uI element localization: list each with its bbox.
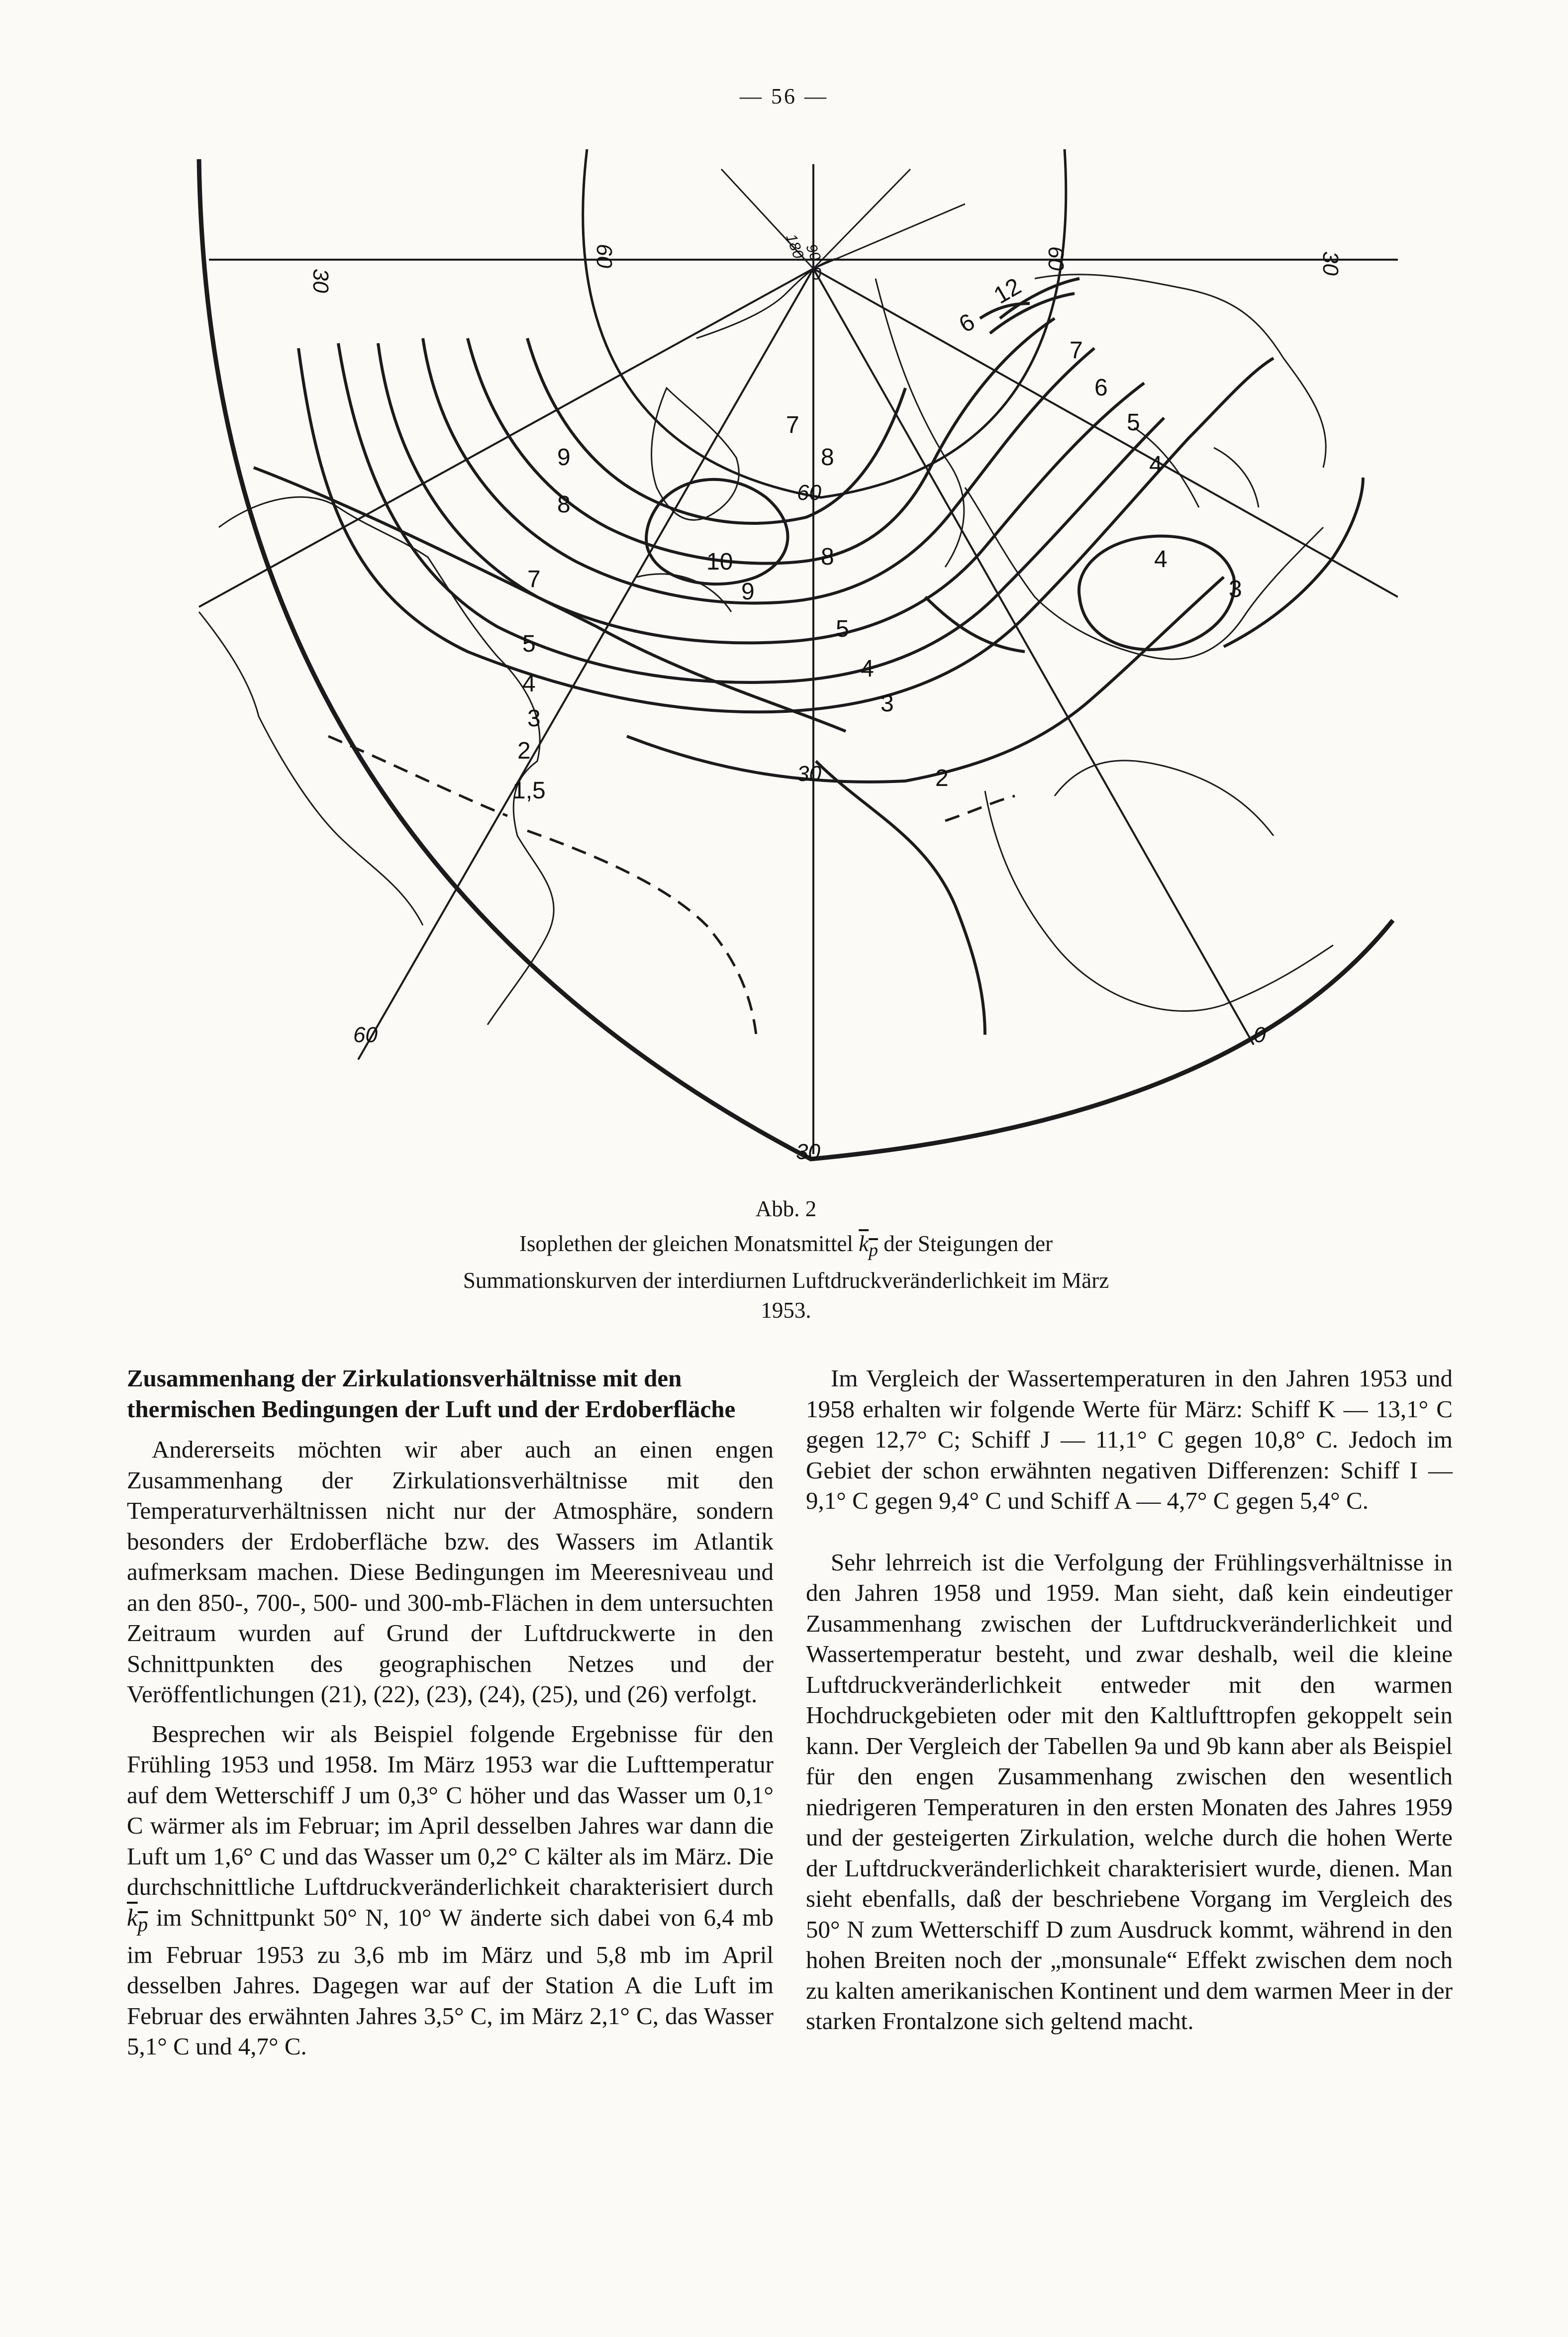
kp-inline-base: k — [127, 1903, 138, 1931]
isopleth-label: 2 — [935, 765, 949, 791]
isopleth-label: 7 — [786, 412, 799, 438]
grid-label-inner-0: 0 — [812, 265, 821, 284]
meridian-e — [813, 269, 1398, 597]
grid-label-bottom-30: 30 — [796, 1140, 820, 1164]
section-heading: Zusammenhang der Zirkulationsverhältnisse mit den thermischen Bedingungen der Luft und der Erdoberfläche — [127, 1364, 736, 1423]
grid-label-inner-60: 60 — [592, 244, 616, 268]
isopleth-label: 1,5 — [512, 778, 546, 804]
isopleth-label: 4 — [522, 671, 536, 697]
isopleth-label: 5 — [1127, 409, 1140, 436]
isopleth-label: 7 — [1070, 337, 1083, 364]
figure-caption — [438, 1194, 1134, 1325]
isopleth-label: 3 — [527, 705, 541, 732]
latitude-circle-30 — [199, 159, 1393, 1159]
kp-symbol — [859, 1231, 878, 1261]
grid-label-inner-east-60: 60 — [1044, 246, 1068, 271]
meridian-sw — [358, 269, 813, 1060]
isopleth-label: 5 — [522, 631, 536, 657]
kp-symbol-inline — [127, 1903, 148, 1936]
meridian-ne — [813, 169, 910, 269]
isopleth-label: 10 — [706, 549, 733, 575]
kp-inline-sub: p — [137, 1913, 148, 1936]
isopleth-label: 4 — [861, 656, 874, 682]
isopleth-label: 3 — [1229, 576, 1242, 602]
page-number: — 56 — — [740, 84, 828, 108]
isopleth-label: 2 — [517, 738, 531, 764]
grid-label-west-30: 30 — [308, 269, 333, 293]
grid-label-center-30: 30 — [797, 762, 821, 786]
left-paragraph-2 — [127, 1719, 774, 2062]
left-paragraph-2-b: im Schnittpunkt 50° N, 10° W änderte sich dabei von 6,4 mb im Februar 1953 zu 3,6 mb im März und 5,8 mb im April desselben Jahres. Dagegen war auf der Station A die Luft im Februar des erwähnten Jahres 3,5° C, im März 2,1° C, das Wasser 5,1° C und 4,7° C. — [127, 1903, 774, 2060]
grid-label-se-0: 0 — [1254, 1023, 1266, 1047]
isopleth-label: 8 — [821, 444, 834, 471]
left-paragraph-1: Andererseits möchten wir aber auch an einen engen Zusammenhang der Zirkulationsverhältnisse mit den Temperaturverhältnissen nicht nur der Atmosphäre, sondern besonders der Erdoberfläche bzw. des Wassers im Atlantik aufmerksam machen. Diese Bedingungen im Meeresniveau und an den 850-, 700-, 500- und 300-mb-Flächen in dem untersuchten Zeitraum wurden auf Grund der Luftdruckwerte in den Schnittpunkten des geographischen Netzes und der Veröffentlichungen (21), (22), (23), (24), (25), und (26) verfolgt. — [127, 1436, 774, 1708]
kp-symbol-sub: p — [869, 1240, 878, 1261]
grid-label-inner-180: 180 — [783, 232, 807, 261]
isopleth-label: 8 — [821, 544, 834, 570]
isopleth-map — [189, 149, 1398, 1184]
right-column — [806, 1363, 1453, 2037]
isopleth-label: 4 — [1149, 452, 1163, 478]
left-column — [127, 1363, 774, 2062]
left-paragraph-2-a: Besprechen wir als Beispiel folgende Ergebnisse für den Frühling 1953 und 1958. Im März 1953 war die Lufttemperatur auf dem Wetterschiff J um 0,3° C höher und das Wasser um 0,1° C wärmer als im Februar; im April desselben Jahres war dann die Luft um 1,6° C und das Wasser um 0,2° C kälter als im März. Die durchschnittliche Luftdruckveränderlichkeit charakterisiert durch — [127, 1720, 774, 1900]
isopleth-label: 4 — [1154, 546, 1168, 573]
isopleth-label: 8 — [557, 491, 571, 518]
right-paragraph-2: Sehr lehrreich ist die Verfolgung der Frühlingsverhältnisse in den Jahren 1958 und 1959. Man sieht, daß kein eindeutiger Zusammenhang zwischen der Luftdruckveränderlichkeit und Wassertemperatur besteht, und zwar deshalb, weil die kleine Luftdruckveränderlichkeit entweder mit den warmen Hochdruckgebieten oder mit den Kaltlufttropfen gekoppelt sein kann. Der Vergleich der Tabellen 9a und 9b kann aber als Beispiel für den engen Zusammenhang zwischen den wesentlich niedrigeren Temperaturen in den ersten Monaten des Jahres 1959 und der gesteigerten Zirkulation, welche durch die hohen Werte der Luftdruckveränderlichkeit charakterisiert wurde, dienen. Man sieht ebenfalls, daß der beschriebene Vorgang im Vergleich des 50° N zum Wetterschiff D zum Ausdruck kommt, während in den hohen Breiten noch der „monsunale“ Effekt zwischen dem noch zu kalten amerikanischen Kontinent und dem warmen Meer in der starken Frontalzone sich geltend macht. — [806, 1548, 1453, 2035]
meridian-se — [813, 269, 1254, 1045]
grid-labels — [308, 232, 1343, 1164]
right-paragraph-1: Im Vergleich der Wassertemperaturen in den Jahren 1953 und 1958 erhalten wir folgende Werte für März: Schiff K — 13,1° C gegen 12,7° C; Schiff J — 11,1° C gegen 10,8° C. Jedoch im Gebiet der schon erwähnten negativen Differenzen: Schiff I — 9,1° C gegen 9,4° C und Schiff A — 4,7° C gegen 5,4° C. — [806, 1364, 1453, 1514]
caption-text-b: der Steigungen der Summationskurven der interdiurnen Luftdruckveränderlichkeit im März 1953. — [463, 1231, 1109, 1323]
isopleth-label: 6 — [955, 308, 980, 338]
figure-label: Abb. 2 — [755, 1196, 817, 1221]
grid-label-sw-60: 60 — [353, 1023, 378, 1047]
isopleth-label: 5 — [836, 616, 849, 642]
isopleth-label: 7 — [527, 566, 541, 592]
grid-label-center-60: 60 — [797, 481, 821, 505]
isopleth-label: 12 — [989, 273, 1026, 309]
isopleth-label: 9 — [557, 444, 571, 471]
kp-symbol-base: k — [859, 1231, 869, 1256]
isopleth-label: 3 — [881, 690, 894, 717]
isopleth-label: 9 — [741, 579, 755, 605]
grid-label-inner-90: 90 — [802, 242, 824, 263]
grid-label-east-30: 30 — [1318, 251, 1343, 276]
isopleth-label: 6 — [1094, 375, 1108, 401]
caption-text-a: Isoplethen der gleichen Monatsmittel — [519, 1231, 859, 1256]
